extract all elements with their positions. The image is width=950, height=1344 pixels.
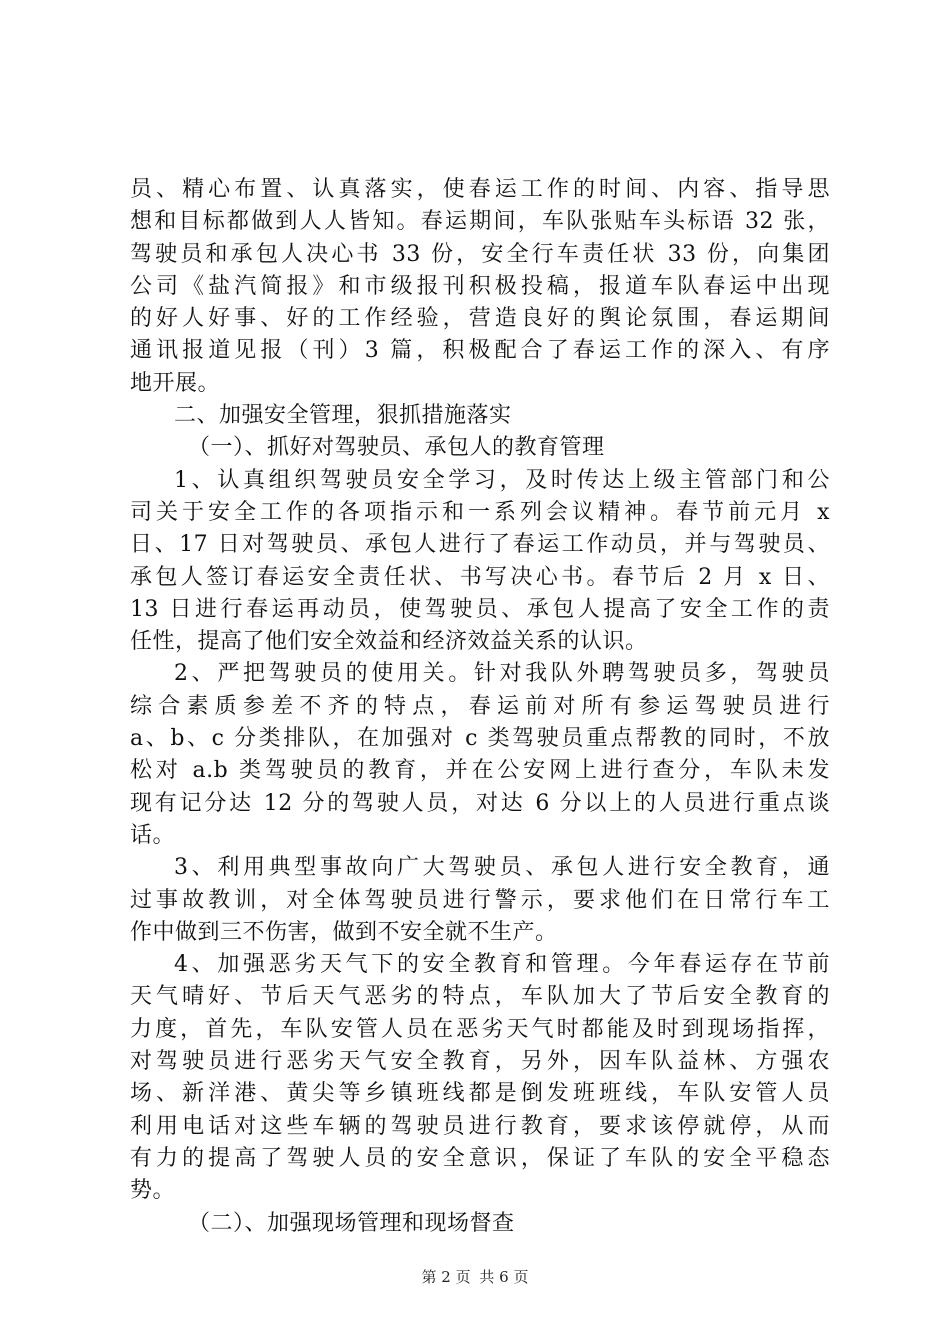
- page-number: 第 2 页: [421, 1268, 471, 1286]
- text-line: 司关于安全工作的各项指示和一系列会议精神。春节前元月 x: [130, 499, 830, 525]
- text-line: 场、新洋港、黄尖等乡镇班线都是倒发班班线，车队安管人员: [130, 1081, 830, 1107]
- text-line: 综合素质参差不齐的特点，春运前对所有参运驾驶员进行: [130, 693, 830, 719]
- text-line: 驾驶员和承包人决心书 33 份，安全行车责任状 33 份，向集团: [130, 241, 830, 267]
- text-line: 承包人签订春运安全责任状、书写决心书。春节后 2 月 x 日、: [130, 564, 830, 590]
- text-line: 利用电话对这些车辆的驾驶员进行教育，要求该停就停，从而: [130, 1113, 830, 1139]
- text-line: 势。: [130, 1178, 176, 1204]
- text-line: 松对 a.b 类驾驶员的教育，并在公安网上进行查分，车队未发: [130, 758, 830, 784]
- text-line: 日、17 日对驾驶员、承包人进行了春运工作动员，并与驾驶员、: [130, 532, 830, 558]
- text-line: 通讯报道见报（刊）3 篇，积极配合了春运工作的深入、有序: [130, 338, 830, 364]
- document-body: [130, 174, 830, 1240]
- text-line: a、b、c 分类排队，在加强对 c 类驾驶员重点帮教的同时，不放: [130, 726, 830, 752]
- subsection-heading: （一）、抓好对驾驶员、承包人的教育管理: [188, 435, 605, 461]
- text-line: 13 日进行春运再动员，使驾驶员、承包人提高了安全工作的责: [130, 596, 830, 622]
- text-line: 对驾驶员进行恶劣天气安全教育，另外，因车队益林、方强农: [130, 1049, 830, 1075]
- page-total: 共 6 页: [479, 1268, 529, 1286]
- text-line: 地开展。: [130, 370, 221, 396]
- text-line: 有力的提高了驾驶人员的安全意识，保证了车队的安全平稳态: [130, 1145, 830, 1171]
- text-line: 作中做到三不伤害，做到不安全就不生产。: [130, 919, 558, 945]
- text-line: 现有记分达 12 分的驾驶人员，对达 6 分以上的人员进行重点谈: [130, 790, 830, 816]
- text-line: 3、利用典型事故向广大驾驶员、承包人进行安全教育，通: [174, 855, 830, 881]
- text-line: 话。: [130, 822, 176, 848]
- text-line: 想和目标都做到人人皆知。春运期间，车队张贴车头标语 32 张，: [130, 209, 830, 235]
- text-line: 员、精心布置、认真落实，使春运工作的时间、内容、指导思: [130, 177, 830, 202]
- text-line: 力度，首先，车队安管人员在恶劣天气时都能及时到现场指挥，: [130, 1016, 830, 1042]
- page-footer: [0, 1266, 950, 1287]
- text-line: 过事故教训，对全体驾驶员进行警示，要求他们在日常行车工: [130, 887, 830, 913]
- text-line: 任性，提高了他们安全效益和经济效益关系的认识。: [130, 629, 648, 655]
- section-heading: 二、加强安全管理，狠抓措施落实: [174, 403, 512, 429]
- text-line: 4、加强恶劣天气下的安全教育和管理。今年春运存在节前: [174, 952, 830, 978]
- text-line: 2、严把驾驶员的使用关。针对我队外聘驾驶员多，驾驶员: [174, 661, 830, 687]
- text-line: 的好人好事、好的工作经验，营造良好的舆论氛围，春运期间: [130, 306, 830, 332]
- text-line: 公司《盐汽简报》和市级报刊积极投稿，报道车队春运中出现: [130, 273, 830, 299]
- text-line: 天气晴好、节后天气恶劣的特点，车队加大了节后安全教育的: [130, 984, 830, 1010]
- text-line: 1、认真组织驾驶员安全学习，及时传达上级主管部门和公: [174, 467, 830, 493]
- subsection-heading: （二）、加强现场管理和现场督查: [188, 1210, 515, 1236]
